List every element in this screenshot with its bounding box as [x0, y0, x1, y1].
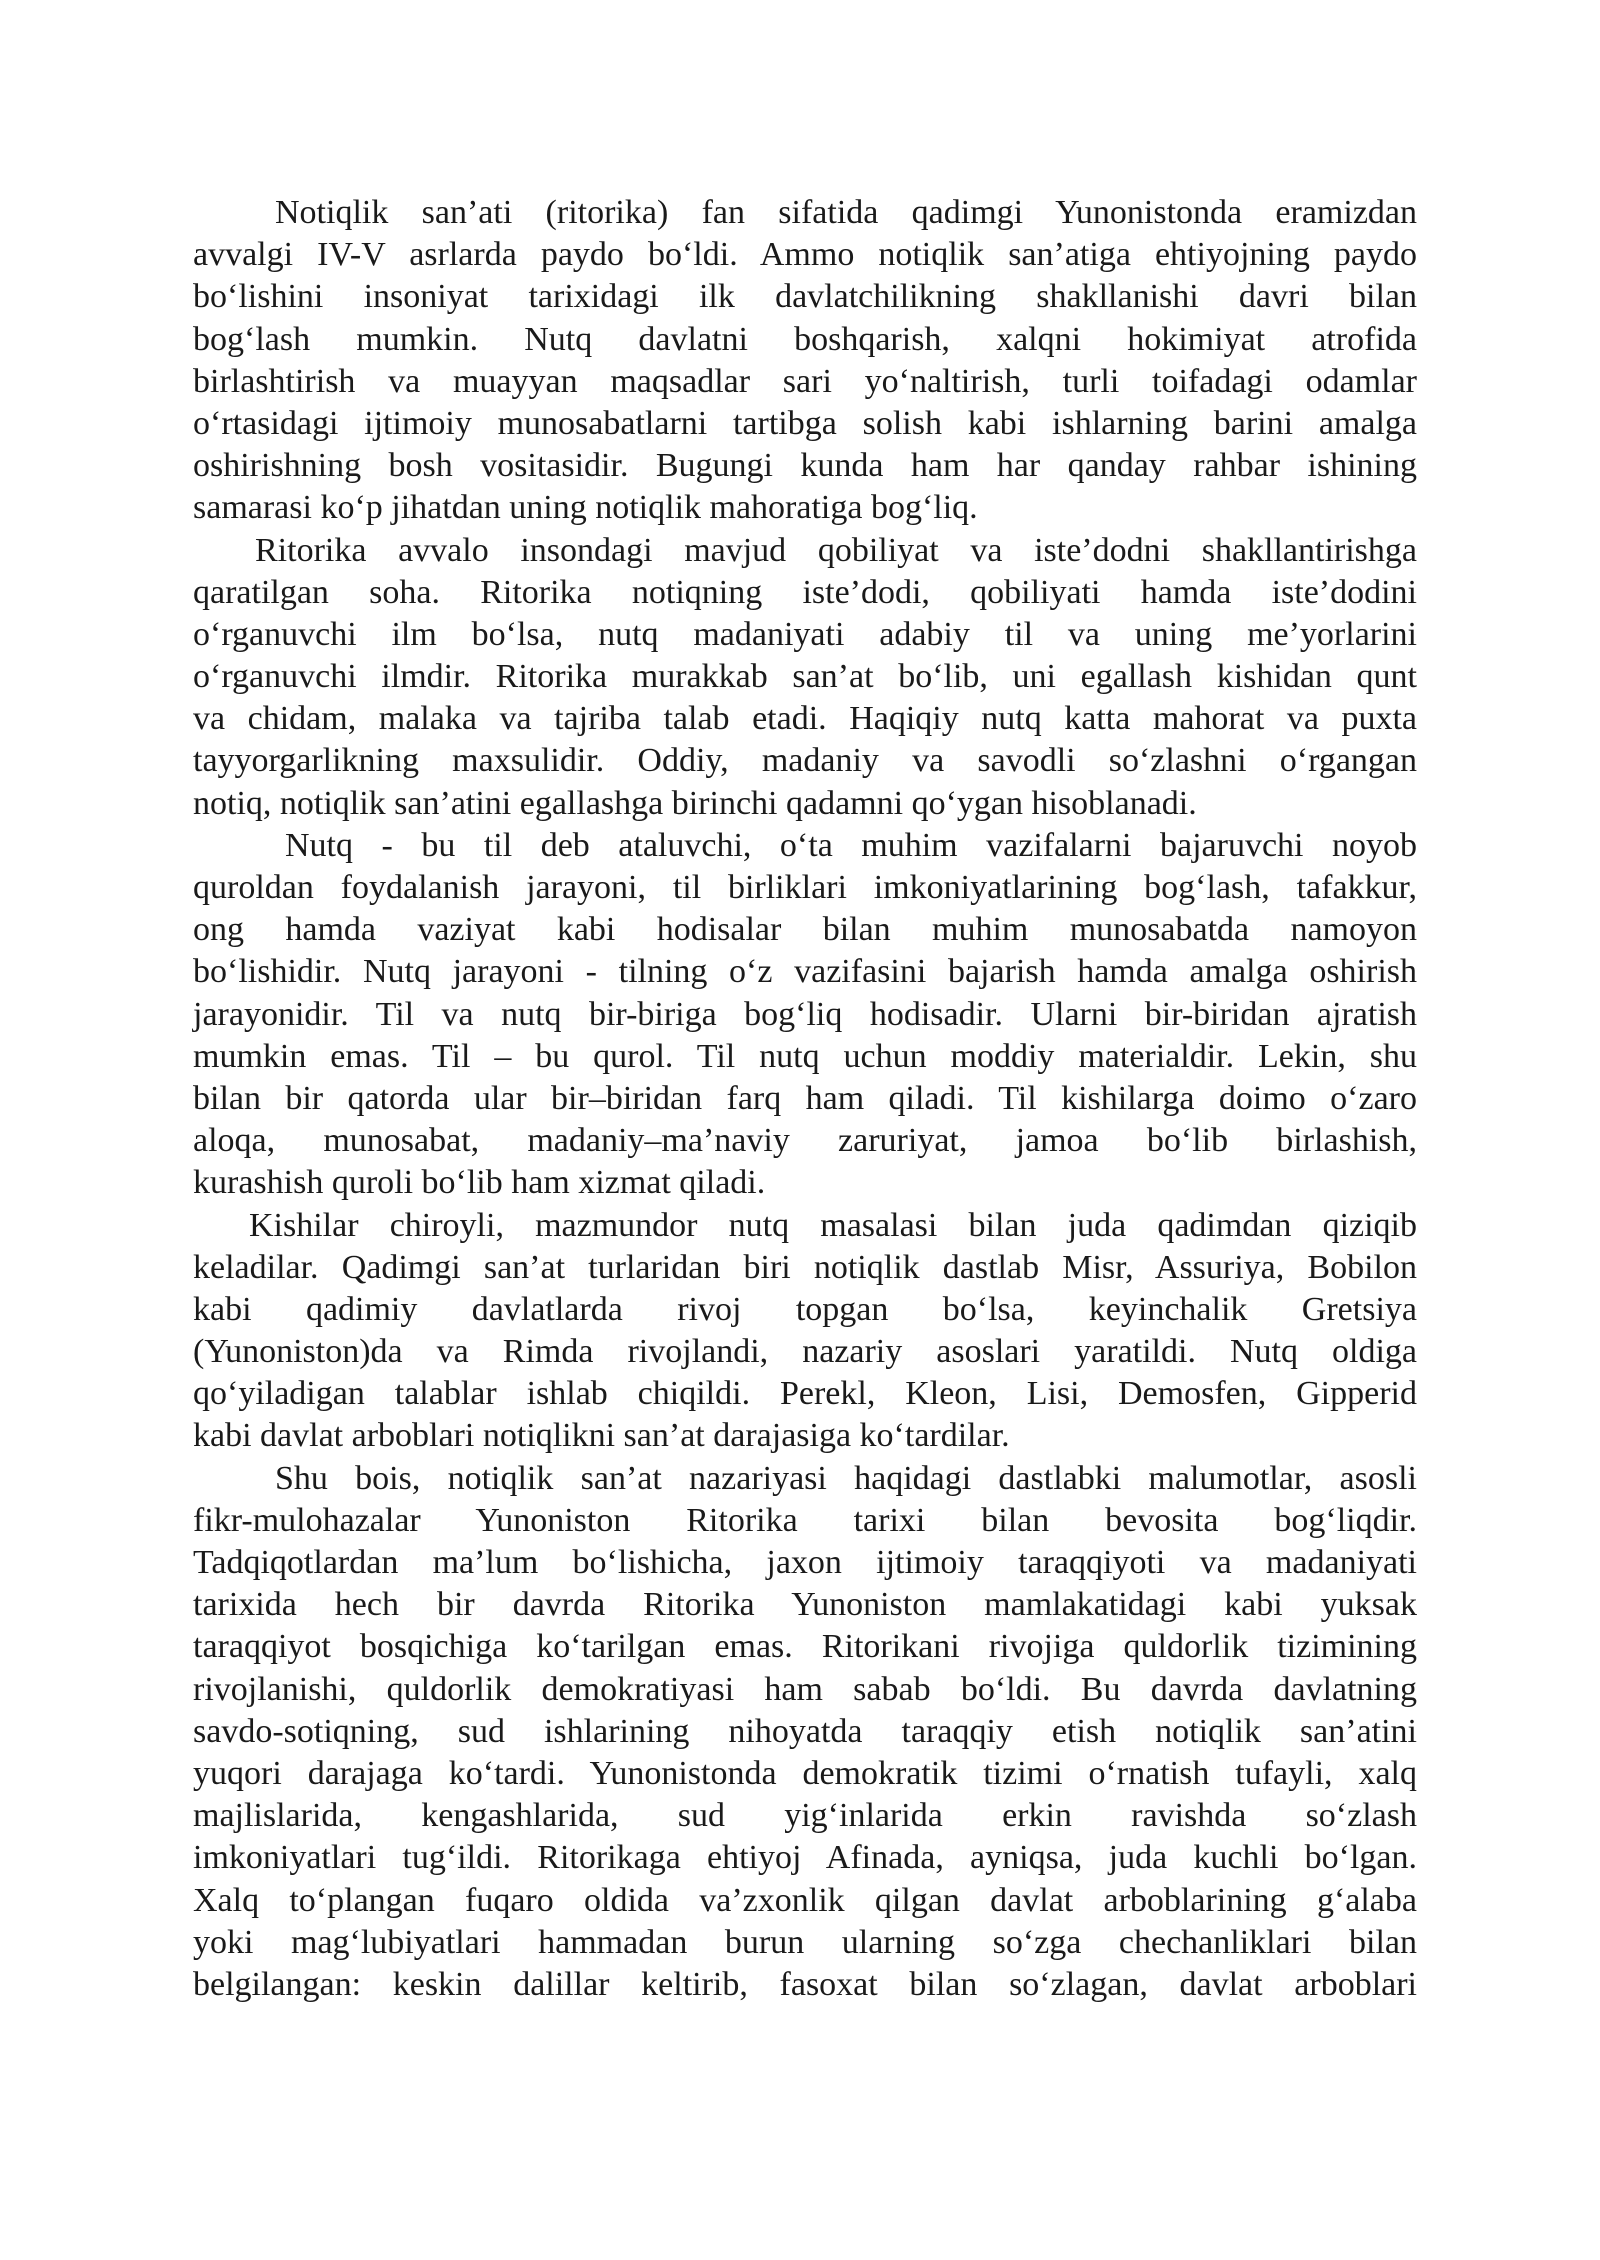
paragraph — [193, 530, 1417, 825]
text-line: fikr-mulohazalar Yunoniston Ritorika tarixi bilan bevosita bog‘liqdir. — [193, 1501, 1417, 1539]
text-line: bo‘lishini insoniyat tarixidagi ilk davlatchilikning shakllanishi davri bilan — [193, 278, 1417, 316]
text-line: aloqa, munosabat, madaniy–ma’naviy zaruriyat, jamoa bo‘lib birlashish, — [193, 1122, 1417, 1160]
text-line: bo‘lishidir. Nutq jarayoni - tilning o‘z vazifasini bajarish hamda amalga oshirish — [193, 953, 1417, 991]
text-line: Xalq to‘plangan fuqaro oldida va’zxonlik qilgan davlat arboblarining g‘alaba — [193, 1881, 1417, 1919]
text-line: qaratilgan soha. Ritorika notiqning iste’dodi, qobiliyati hamda iste’dodini — [193, 573, 1417, 611]
text-line: (Yunoniston)da va Rimda rivojlandi, nazariy asoslari yaratildi. Nutq oldiga — [193, 1333, 1417, 1371]
text-line: mumkin emas. Til – bu qurol. Til nutq uchun moddiy materialdir. Lekin, shu — [193, 1037, 1417, 1075]
text-line: Ritorika avvalo insondagi mavjud qobiliyat va iste’dodni shakllantirishga — [255, 531, 1417, 569]
text-line: Notiqlik san’ati (ritorika) fan sifatida qadimgi Yunonistonda eramizdan — [275, 194, 1417, 231]
text-line: Kishilar chiroyli, mazmundor nutq masalasi bilan juda qadimdan qiziqib — [249, 1206, 1417, 1244]
text-line: qo‘yiladigan talablar ishlab chiqildi. Perekl, Kleon, Lisi, Demosfen, Gipperid — [193, 1375, 1417, 1413]
text-line: bog‘lash mumkin. Nutq davlatni boshqarish, xalqni hokimiyat atrofida — [193, 320, 1417, 358]
text-line: imkoniyatlari tug‘ildi. Ritorikaga ehtiyoj Afinada, ayniqsa, juda kuchli bo‘lgan. — [193, 1839, 1417, 1877]
text-line: o‘rganuvchi ilmdir. Ritorika murakkab san’at bo‘lib, uni egallash kishidan qunt — [193, 658, 1417, 696]
text-line: savdo-sotiqning, sud ishlarining nihoyatda taraqqiy etish notiqlik san’atini — [193, 1712, 1417, 1750]
text-line: samarasi ko‘p jihatdan uning notiqlik mahoratiga bog‘liq. — [193, 489, 978, 527]
text-line: o‘rtasidagi ijtimoiy munosabatlarni tartibga solish kabi ishlarning barini amalga — [193, 404, 1417, 442]
text-line: birlashtirish va muayyan maqsadlar sari yo‘naltirish, turli toifadagi odamlar — [193, 362, 1417, 400]
text-line: o‘rganuvchi ilm bo‘lsa, nutq madaniyati adabiy til va uning me’yorlarini — [193, 615, 1417, 653]
paragraph — [193, 1458, 1417, 2006]
text-line: majlislarida, kengashlarida, sud yig‘inlarida erkin ravishda so‘zlash — [193, 1797, 1417, 1835]
text-line: Nutq - bu til deb ataluvchi, o‘ta muhim vazifalarni bajaruvchi noyob — [285, 826, 1417, 864]
text-line: tarixida hech bir davrda Ritorika Yunoniston mamlakatidagi kabi yuksak — [193, 1586, 1417, 1624]
text-line: keladilar. Qadimgi san’at turlaridan biri notiqlik dastlab Misr, Assuriya, Bobilon — [193, 1248, 1417, 1286]
text-line: kurashish quroli bo‘lib ham xizmat qiladi. — [193, 1164, 766, 1202]
text-line: Shu bois, notiqlik san’at nazariyasi haqidagi dastlabki malumotlar, asosli — [275, 1459, 1417, 1497]
text-line: yuqori darajaga ko‘tardi. Yunonistonda demokratik tizimi o‘rnatish tufayli, xalq — [193, 1754, 1417, 1792]
text-line: quroldan foydalanish jarayoni, til birliklari imkoniyatlarining bog‘lash, tafakkur, — [193, 869, 1417, 906]
text-line: kabi davlat arboblari notiqlikni san’at darajasiga ko‘tardilar. — [193, 1417, 1010, 1455]
text-line: rivojlanishi, quldorlik demokratiyasi ham sabab bo‘ldi. Bu davrda davlatning — [193, 1670, 1417, 1708]
text-line: jarayonidir. Til va nutq bir-biriga bog‘liq hodisadir. Ularni bir-biridan ajratish — [193, 995, 1417, 1033]
paragraph — [193, 192, 1417, 530]
text-line: belgilangan: keskin dalillar keltirib, fasoxat bilan so‘zlagan, davlat arboblari — [193, 1965, 1417, 2003]
text-line: yoki mag‘lubiyatlari hammadan burun ularning so‘zga chechanliklari bilan — [193, 1923, 1417, 1961]
text-line: taraqqiyot bosqichiga ko‘tarilgan emas. Ritorikani rivojiga quldorlik tizimining — [193, 1628, 1417, 1666]
text-line: kabi qadimiy davlatlarda rivoj topgan bo‘lsa, keyinchalik Gretsiya — [193, 1290, 1417, 1328]
text-line: bilan bir qatorda ular bir–biridan farq ham qiladi. Til kishilarga doimo o‘zaro — [193, 1079, 1417, 1117]
text-line: ong hamda vaziyat kabi hodisalar bilan muhim munosabatda namoyon — [193, 911, 1417, 949]
text-line: Tadqiqotlardan ma’lum bo‘lishicha, jaxon ijtimoiy taraqqiyoti va madaniyati — [193, 1544, 1417, 1581]
body-text — [193, 192, 1417, 2006]
text-line: notiq, notiqlik san’atini egallashga birinchi qadamni qo‘ygan hisoblanadi. — [193, 784, 1197, 822]
text-line: avvalgi IV-V asrlarda paydo bo‘ldi. Ammo notiqlik san’atiga ehtiyojning paydo — [193, 236, 1417, 274]
text-line: va chidam, malaka va tajriba talab etadi. Haqiqiy nutq katta mahorat va puxta — [193, 700, 1417, 738]
text-line: oshirishning bosh vositasidir. Bugungi kunda ham har qanday rahbar ishining — [193, 447, 1417, 485]
paragraph — [193, 1205, 1417, 1458]
text-line: tayyorgarlikning maxsulidir. Oddiy, madaniy va savodli so‘zlashni o‘rgangan — [193, 742, 1417, 780]
paragraph — [193, 825, 1417, 1205]
